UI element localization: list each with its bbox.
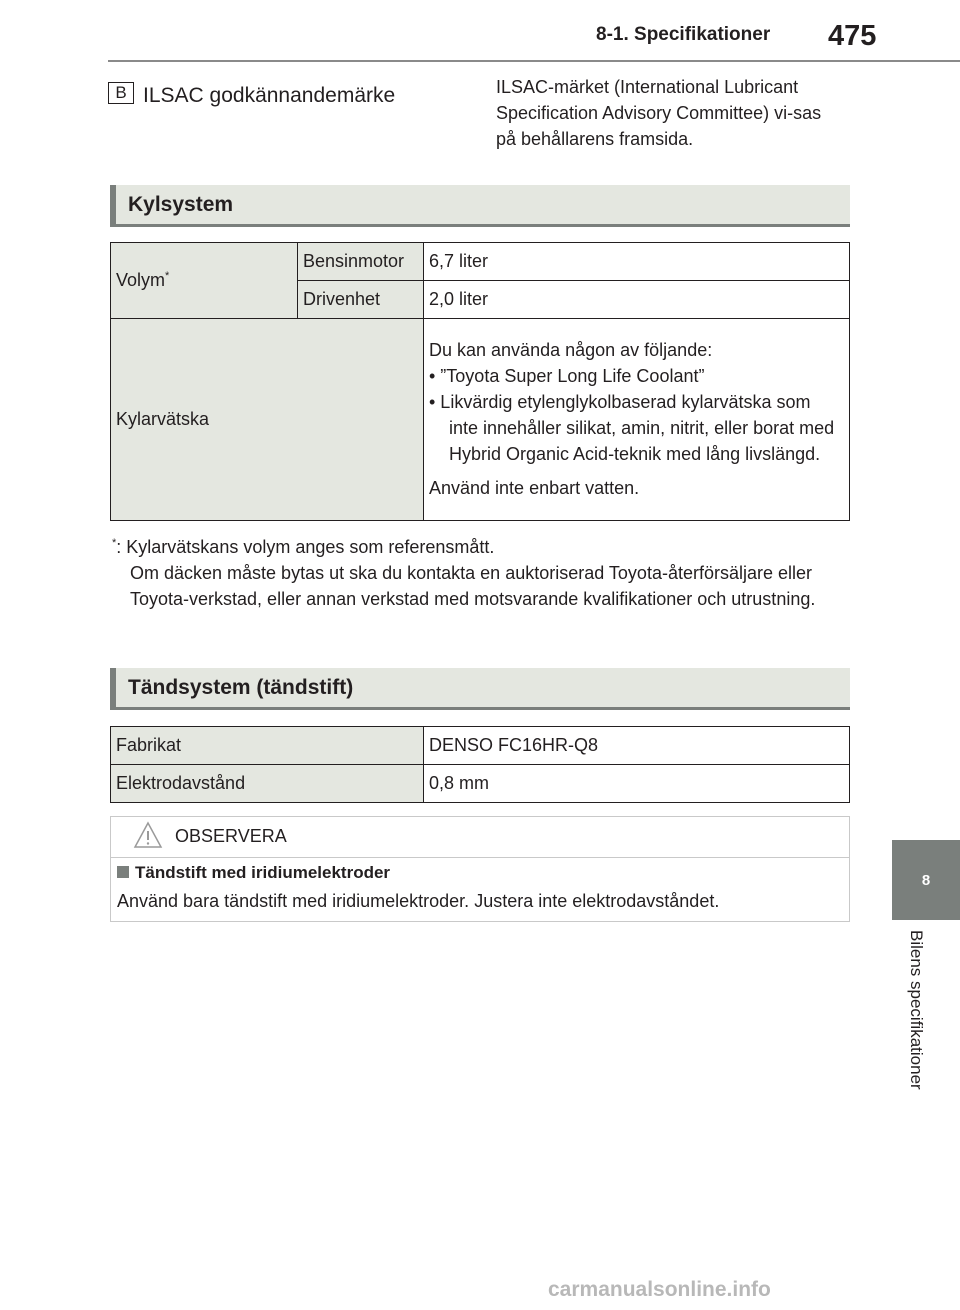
coolant-label-cell: Kylarvätska [111,319,424,521]
table-cell: 0,8 mm [424,765,850,803]
callout-title: ILSAC godkännandemärke [143,84,396,107]
table-row [111,319,850,521]
coolant-intro: Du kan använda någon av följande: [429,339,713,360]
warning-triangle-icon [133,821,163,849]
callout-description: ILSAC-märket (International Lubricant Specification Advisory Committee) vi-sas på behållarens framsida. [496,77,822,149]
table-row [111,727,850,765]
coolant-note: Använd inte enbart vatten. [429,477,640,498]
footnote: *: Kylarvätskans volym anges som referensmått. Om däcken måste bytas ut ska du kontakta en auktoriserad Toyota-återförsäljare eller Toyota-verkstad, eller annan verkstad med motsvarande kvalifikationer och utrustning. [112,537,816,609]
table-cell: Elektrodavstånd [111,765,424,803]
table-cell: Drivenhet [298,281,424,319]
ignition-section-heading: Tändsystem (tändstift) [110,668,850,710]
warning-header [111,817,849,858]
table-cell: Bensinmotor [298,243,424,281]
header-divider [108,60,960,62]
coolant-bullet: • ”Toyota Super Long Life Coolant” [429,365,705,386]
table-row [111,765,850,803]
ignition-table [110,726,850,803]
coolant-value-cell [424,319,850,521]
table-cell: Fabrikat [111,727,424,765]
warning-title: OBSERVERA [175,826,287,846]
section-title: 8-1. Specifikationer [596,24,771,45]
square-bullet-icon [117,866,129,878]
cooling-section-heading: Kylsystem [110,185,850,227]
volume-label-cell: Volym* [111,243,298,319]
warning-subtitle: Tändstift med iridiumelektroder [117,863,390,883]
coolant-bullet: • Likvärdig etylenglykolbaserad kylarvätska som inte innehåller silikat, amin, nitrit, eller borat med Hybrid Organic Acid-teknik med lång livslängd. [429,391,835,464]
table-cell: DENSO FC16HR-Q8 [424,727,850,765]
chapter-tab-label: Bilens specifikationer [907,930,926,1090]
cooling-table [110,242,850,521]
table-cell: 6,7 liter [424,243,850,281]
callout-marker: B [108,82,134,104]
page-number: 475 [828,20,877,52]
warning-box [110,816,850,922]
table-cell: 2,0 liter [424,281,850,319]
table-row [111,243,850,281]
chapter-tab-number: 8 [892,840,960,920]
warning-text: Använd bara tändstift med iridiumelektroder. Justera inte elektrodavståndet. [117,891,720,911]
watermark: carmanualsonline.info [548,1278,771,1301]
